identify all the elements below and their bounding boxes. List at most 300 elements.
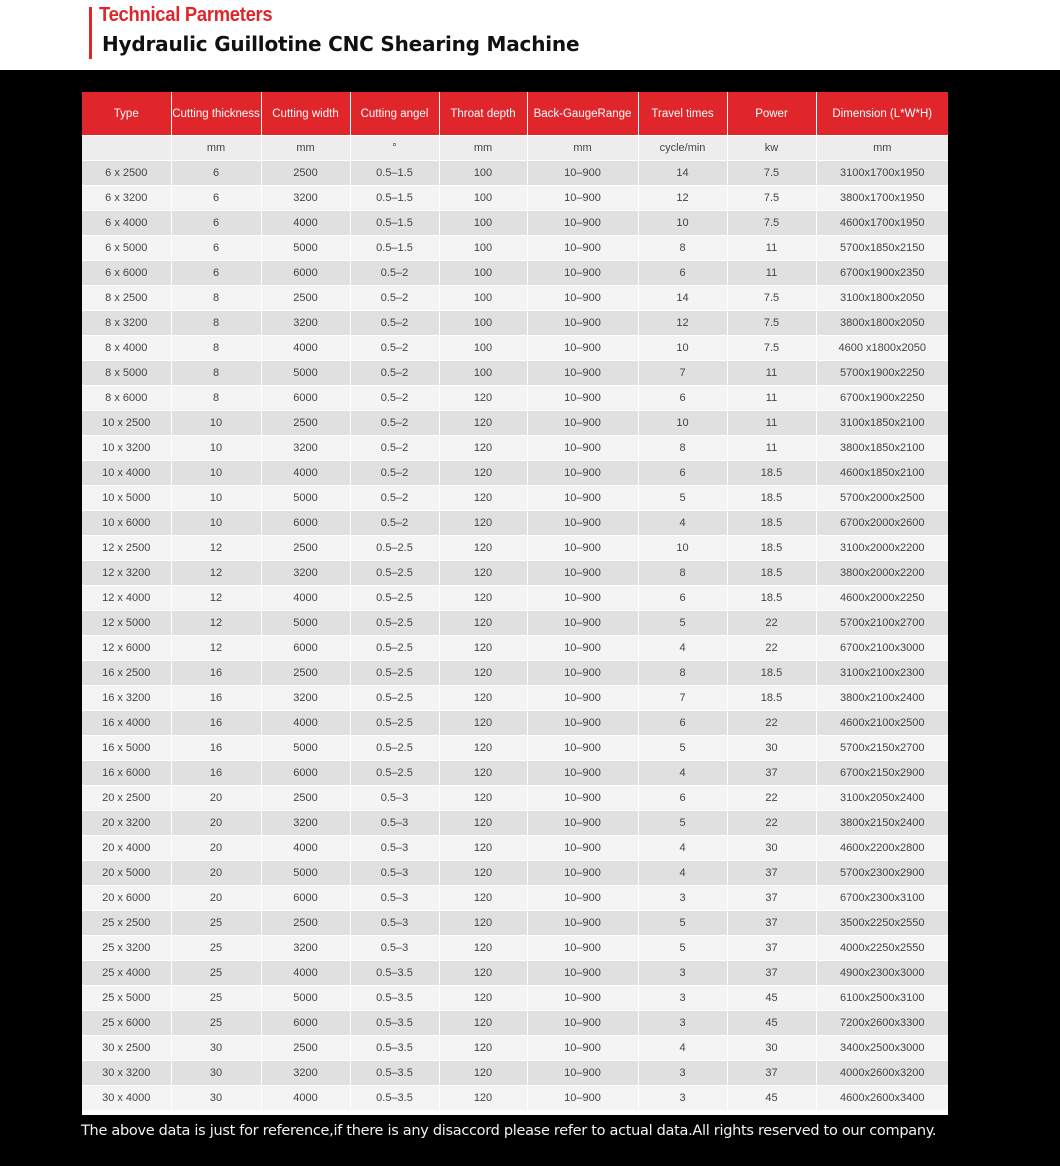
table-header: [82, 92, 948, 136]
table-row: [82, 1061, 948, 1086]
table-cell: 0.5–1.5: [350, 161, 439, 186]
table-cell: 5: [638, 811, 727, 836]
table-cell: 8 x 6000: [82, 386, 171, 411]
table-row: [82, 836, 948, 861]
table-cell: 120: [439, 386, 527, 411]
table-cell: 0.5–3.5: [350, 961, 439, 986]
table-cell: 11: [727, 261, 816, 286]
table-cell: 45: [727, 1086, 816, 1111]
table-row: [82, 811, 948, 836]
table-cell: 4900x2300x3000: [816, 961, 948, 986]
table-cell: 0.5–2.5: [350, 586, 439, 611]
table-cell: 0.5–2.5: [350, 661, 439, 686]
table-cell: 100: [439, 336, 527, 361]
table-cell: 12: [638, 186, 727, 211]
table-cell: 10: [638, 211, 727, 236]
table-row: [82, 986, 948, 1011]
column-header: Throat depth: [439, 92, 527, 136]
table-cell: 120: [439, 911, 527, 936]
unit-cell: kw: [727, 136, 816, 161]
table-cell: 6: [171, 261, 261, 286]
table-row: [82, 211, 948, 236]
disclaimer-note: The above data is just for reference,if there is any disaccord please refer to actual data.All rights reserved to our company.: [81, 1123, 937, 1139]
table-cell: 22: [727, 711, 816, 736]
table-cell: 12 x 2500: [82, 536, 171, 561]
table-cell: 25 x 3200: [82, 936, 171, 961]
table-cell: 20 x 6000: [82, 886, 171, 911]
table-row: [82, 886, 948, 911]
table-cell: 100: [439, 161, 527, 186]
table-cell: 10–900: [527, 211, 638, 236]
table-cell: 6700x2300x3100: [816, 886, 948, 911]
table-cell: 2500: [261, 411, 350, 436]
table-cell: 10–900: [527, 761, 638, 786]
table-cell: 3800x2150x2400: [816, 811, 948, 836]
table-cell: 11: [727, 386, 816, 411]
table-cell: 22: [727, 811, 816, 836]
table-cell: 3: [638, 1011, 727, 1036]
table-cell: 10–900: [527, 386, 638, 411]
table-cell: 18.5: [727, 511, 816, 536]
table-cell: 25: [171, 936, 261, 961]
table-cell: 11: [727, 411, 816, 436]
table-cell: 22: [727, 611, 816, 636]
table-cell: 30: [727, 736, 816, 761]
table-cell: 10: [171, 461, 261, 486]
table-cell: 3100x2050x2400: [816, 786, 948, 811]
table-cell: 4600x2000x2250: [816, 586, 948, 611]
table-cell: 0.5–3.5: [350, 1036, 439, 1061]
table-cell: 120: [439, 786, 527, 811]
table-cell: 120: [439, 1011, 527, 1036]
table-cell: 4000: [261, 1086, 350, 1111]
table-cell: 25 x 2500: [82, 911, 171, 936]
table-cell: 5700x2150x2700: [816, 736, 948, 761]
table-cell: 3200: [261, 811, 350, 836]
table-cell: 5000: [261, 986, 350, 1011]
table-cell: 4000: [261, 711, 350, 736]
table-cell: 16 x 6000: [82, 761, 171, 786]
table-cell: 7.5: [727, 336, 816, 361]
table-cell: 3200: [261, 686, 350, 711]
table-cell: 10 x 6000: [82, 511, 171, 536]
table-cell: 10: [638, 336, 727, 361]
table-cell: 0.5–2: [350, 436, 439, 461]
table-row: [82, 686, 948, 711]
table-cell: 3200: [261, 436, 350, 461]
table-cell: 10–900: [527, 561, 638, 586]
table-cell: 6: [171, 211, 261, 236]
specifications-table: [82, 92, 948, 1110]
table-cell: 10–900: [527, 436, 638, 461]
table-row: [82, 186, 948, 211]
table-cell: 100: [439, 311, 527, 336]
table-cell: 8: [171, 311, 261, 336]
table-cell: 6 x 2500: [82, 161, 171, 186]
column-header: Travel times: [638, 92, 727, 136]
table-header-row: [82, 92, 948, 136]
table-cell: 6000: [261, 386, 350, 411]
table-cell: 0.5–2.5: [350, 611, 439, 636]
table-cell: 8: [171, 336, 261, 361]
table-cell: 10–900: [527, 936, 638, 961]
table-cell: 14: [638, 161, 727, 186]
table-cell: 37: [727, 961, 816, 986]
table-cell: 6: [171, 236, 261, 261]
table-cell: 4000: [261, 836, 350, 861]
table-cell: 6000: [261, 636, 350, 661]
table-cell: 12: [171, 536, 261, 561]
table-row: [82, 586, 948, 611]
table-cell: 16: [171, 661, 261, 686]
table-cell: 4600 x1800x2050: [816, 336, 948, 361]
table-cell: 10–900: [527, 311, 638, 336]
table-cell: 10–900: [527, 286, 638, 311]
column-header: Dimension (L*W*H): [816, 92, 948, 136]
table-cell: 0.5–3: [350, 836, 439, 861]
table-cell: 2500: [261, 1036, 350, 1061]
table-row: [82, 561, 948, 586]
table-cell: 30: [727, 836, 816, 861]
table-cell: 120: [439, 836, 527, 861]
table-cell: 10–900: [527, 236, 638, 261]
table-cell: 6700x2100x3000: [816, 636, 948, 661]
table-cell: 4600x2100x2500: [816, 711, 948, 736]
unit-cell: mm: [439, 136, 527, 161]
table-cell: 6 x 4000: [82, 211, 171, 236]
table-cell: 20 x 2500: [82, 786, 171, 811]
table-cell: 25: [171, 911, 261, 936]
table-cell: 6000: [261, 511, 350, 536]
unit-cell: mm: [171, 136, 261, 161]
table-cell: 2500: [261, 286, 350, 311]
table-cell: 6700x1900x2350: [816, 261, 948, 286]
table-cell: 3200: [261, 561, 350, 586]
table-cell: 100: [439, 211, 527, 236]
table-cell: 18.5: [727, 586, 816, 611]
table-cell: 0.5–2: [350, 386, 439, 411]
table-cell: 18.5: [727, 536, 816, 561]
table-cell: 10: [171, 436, 261, 461]
table-cell: 18.5: [727, 461, 816, 486]
table-cell: 18.5: [727, 661, 816, 686]
table-cell: 16 x 5000: [82, 736, 171, 761]
table-cell: 20 x 3200: [82, 811, 171, 836]
table-cell: 6000: [261, 886, 350, 911]
table-cell: 0.5–2.5: [350, 536, 439, 561]
table-cell: 10–900: [527, 1061, 638, 1086]
table-cell: 0.5–2: [350, 286, 439, 311]
table-cell: 5000: [261, 736, 350, 761]
table-cell: 16: [171, 736, 261, 761]
table-cell: 6100x2500x3100: [816, 986, 948, 1011]
table-body: [82, 136, 948, 1111]
unit-cell: °: [350, 136, 439, 161]
table-cell: 0.5–2: [350, 411, 439, 436]
table-cell: 25: [171, 1011, 261, 1036]
table-row: [82, 236, 948, 261]
table-cell: 10 x 5000: [82, 486, 171, 511]
table-cell: 12 x 6000: [82, 636, 171, 661]
table-row: [82, 461, 948, 486]
table-row: [82, 636, 948, 661]
table-cell: 16: [171, 686, 261, 711]
table-row: [82, 311, 948, 336]
table-cell: 5: [638, 736, 727, 761]
table-cell: 0.5–3: [350, 886, 439, 911]
table-cell: 0.5–2: [350, 361, 439, 386]
table-cell: 6000: [261, 1011, 350, 1036]
table-cell: 6 x 5000: [82, 236, 171, 261]
table-cell: 120: [439, 761, 527, 786]
table-cell: 8: [171, 286, 261, 311]
unit-cell: mm: [816, 136, 948, 161]
table-cell: 6: [171, 161, 261, 186]
table-cell: 12: [171, 611, 261, 636]
table-cell: 8: [171, 386, 261, 411]
column-header: Cutting width: [261, 92, 350, 136]
table-cell: 4600x2200x2800: [816, 836, 948, 861]
table-row: [82, 961, 948, 986]
table-cell: 3200: [261, 936, 350, 961]
table-cell: 100: [439, 261, 527, 286]
table-cell: 8 x 2500: [82, 286, 171, 311]
table-cell: 0.5–2: [350, 311, 439, 336]
table-cell: 6700x1900x2250: [816, 386, 948, 411]
table-cell: 4000: [261, 586, 350, 611]
table-cell: 30: [171, 1061, 261, 1086]
table-cell: 6: [638, 711, 727, 736]
table-row: [82, 436, 948, 461]
table-row: [82, 261, 948, 286]
table-cell: 4000x2600x3200: [816, 1061, 948, 1086]
table-cell: 25 x 4000: [82, 961, 171, 986]
header: [0, 0, 1060, 70]
table-cell: 30 x 2500: [82, 1036, 171, 1061]
table-cell: 120: [439, 936, 527, 961]
table-cell: 5000: [261, 361, 350, 386]
table-cell: 10–900: [527, 961, 638, 986]
table-cell: 18.5: [727, 686, 816, 711]
table-cell: 10–900: [527, 486, 638, 511]
table-cell: 10–900: [527, 186, 638, 211]
table-cell: 7.5: [727, 311, 816, 336]
table-row: [82, 911, 948, 936]
table-cell: 120: [439, 861, 527, 886]
table-cell: 3: [638, 1086, 727, 1111]
table-cell: 120: [439, 986, 527, 1011]
table-cell: 25: [171, 986, 261, 1011]
table-row: [82, 761, 948, 786]
table-row: [82, 861, 948, 886]
table-cell: 0.5–3: [350, 811, 439, 836]
table-cell: 120: [439, 811, 527, 836]
table-cell: 0.5–3: [350, 861, 439, 886]
table-cell: 10–900: [527, 261, 638, 286]
table-row: [82, 1011, 948, 1036]
table-cell: 120: [439, 886, 527, 911]
table-cell: 30: [171, 1036, 261, 1061]
column-header: Cutting angel: [350, 92, 439, 136]
table-cell: 120: [439, 486, 527, 511]
table-cell: 0.5–3.5: [350, 1086, 439, 1111]
table-cell: 3200: [261, 1061, 350, 1086]
table-cell: 8 x 3200: [82, 311, 171, 336]
table-cell: 5000: [261, 861, 350, 886]
table-cell: 10–900: [527, 861, 638, 886]
table-cell: 37: [727, 761, 816, 786]
column-header: Cutting thickness: [171, 92, 261, 136]
table-cell: 120: [439, 561, 527, 586]
table-cell: 0.5–3: [350, 936, 439, 961]
table-cell: 20: [171, 811, 261, 836]
table-cell: 3100x2000x2200: [816, 536, 948, 561]
table-cell: 10–900: [527, 536, 638, 561]
table-cell: 5700x1850x2150: [816, 236, 948, 261]
table-cell: 10–900: [527, 586, 638, 611]
table-cell: 0.5–1.5: [350, 186, 439, 211]
table-cell: 10–900: [527, 336, 638, 361]
table-cell: 20: [171, 861, 261, 886]
table-cell: 12: [638, 311, 727, 336]
table-cell: 11: [727, 436, 816, 461]
table-cell: 5: [638, 611, 727, 636]
table-cell: 3400x2500x3000: [816, 1036, 948, 1061]
table-cell: 0.5–2: [350, 461, 439, 486]
table-cell: 120: [439, 1036, 527, 1061]
accent-bar: [89, 7, 92, 59]
table-row: [82, 1036, 948, 1061]
table-cell: 120: [439, 1061, 527, 1086]
table-cell: 8 x 5000: [82, 361, 171, 386]
table-cell: 0.5–3.5: [350, 986, 439, 1011]
table-cell: 3200: [261, 186, 350, 211]
table-cell: 10: [171, 411, 261, 436]
table-cell: 18.5: [727, 561, 816, 586]
section-kicker: Technical Parmeters: [99, 4, 273, 26]
table-cell: 10–900: [527, 161, 638, 186]
table-cell: 10–900: [527, 686, 638, 711]
table-cell: 120: [439, 411, 527, 436]
table-cell: 5700x2000x2500: [816, 486, 948, 511]
table-cell: 4600x1700x1950: [816, 211, 948, 236]
table-cell: 11: [727, 236, 816, 261]
table-cell: 5: [638, 936, 727, 961]
table-row: [82, 411, 948, 436]
table-cell: 12 x 4000: [82, 586, 171, 611]
table-row: [82, 936, 948, 961]
table-cell: 0.5–3: [350, 786, 439, 811]
table-cell: 10–900: [527, 361, 638, 386]
table-cell: 3: [638, 1061, 727, 1086]
table-cell: 0.5–2.5: [350, 711, 439, 736]
table-cell: 3100x2100x2300: [816, 661, 948, 686]
table-cell: 5000: [261, 236, 350, 261]
table-cell: 25 x 5000: [82, 986, 171, 1011]
table-cell: 11: [727, 361, 816, 386]
table-cell: 7.5: [727, 186, 816, 211]
table-row: [82, 486, 948, 511]
table-cell: 120: [439, 661, 527, 686]
table-cell: 100: [439, 286, 527, 311]
table-cell: 12 x 5000: [82, 611, 171, 636]
table-cell: 8: [638, 661, 727, 686]
table-cell: 4: [638, 836, 727, 861]
table-cell: 120: [439, 611, 527, 636]
table-cell: 4: [638, 511, 727, 536]
column-header: Back-GaugeRange: [527, 92, 638, 136]
table-cell: 4000x2250x2550: [816, 936, 948, 961]
table-cell: 0.5–2: [350, 486, 439, 511]
table-cell: 2500: [261, 536, 350, 561]
table-cell: 12: [171, 561, 261, 586]
table-cell: 14: [638, 286, 727, 311]
table-cell: 7.5: [727, 161, 816, 186]
table-cell: 5000: [261, 611, 350, 636]
table-cell: 5000: [261, 486, 350, 511]
table-row: [82, 786, 948, 811]
table-cell: 2500: [261, 661, 350, 686]
table-cell: 2500: [261, 911, 350, 936]
table-cell: 10–900: [527, 811, 638, 836]
table-cell: 25: [171, 961, 261, 986]
page-title: Hydraulic Guillotine CNC Shearing Machine: [102, 32, 580, 56]
table-row: [82, 611, 948, 636]
table-cell: 37: [727, 861, 816, 886]
table-cell: 2500: [261, 161, 350, 186]
table-cell: 10–900: [527, 661, 638, 686]
table-cell: 6: [638, 261, 727, 286]
table-cell: 120: [439, 1086, 527, 1111]
table-cell: 10–900: [527, 836, 638, 861]
table-cell: 120: [439, 686, 527, 711]
table-cell: 3: [638, 886, 727, 911]
table-cell: 3100x1800x2050: [816, 286, 948, 311]
unit-cell: cycle/min: [638, 136, 727, 161]
table-cell: 120: [439, 636, 527, 661]
table-cell: 100: [439, 186, 527, 211]
table-cell: 5700x2100x2700: [816, 611, 948, 636]
table-cell: 3800x1700x1950: [816, 186, 948, 211]
table-cell: 7200x2600x3300: [816, 1011, 948, 1036]
table-cell: 6 x 6000: [82, 261, 171, 286]
table-cell: 4600x2600x3400: [816, 1086, 948, 1111]
table-cell: 4: [638, 1036, 727, 1061]
table-cell: 18.5: [727, 486, 816, 511]
table-cell: 25 x 6000: [82, 1011, 171, 1036]
table-row: [82, 336, 948, 361]
table-cell: 12: [171, 586, 261, 611]
table-cell: 5: [638, 911, 727, 936]
table-cell: 22: [727, 786, 816, 811]
table-cell: 8: [638, 561, 727, 586]
table-cell: 22: [727, 636, 816, 661]
table-cell: 45: [727, 986, 816, 1011]
table-cell: 3800x2100x2400: [816, 686, 948, 711]
table-cell: 16 x 3200: [82, 686, 171, 711]
table-cell: 6: [638, 586, 727, 611]
table-cell: 3500x2250x2550: [816, 911, 948, 936]
column-header: Power: [727, 92, 816, 136]
table-cell: 0.5–2.5: [350, 686, 439, 711]
table-cell: 6000: [261, 261, 350, 286]
table-row: [82, 661, 948, 686]
table-cell: 3100x1700x1950: [816, 161, 948, 186]
table-cell: 4000: [261, 461, 350, 486]
table-row: [82, 711, 948, 736]
table-cell: 10–900: [527, 636, 638, 661]
table-cell: 10–900: [527, 711, 638, 736]
